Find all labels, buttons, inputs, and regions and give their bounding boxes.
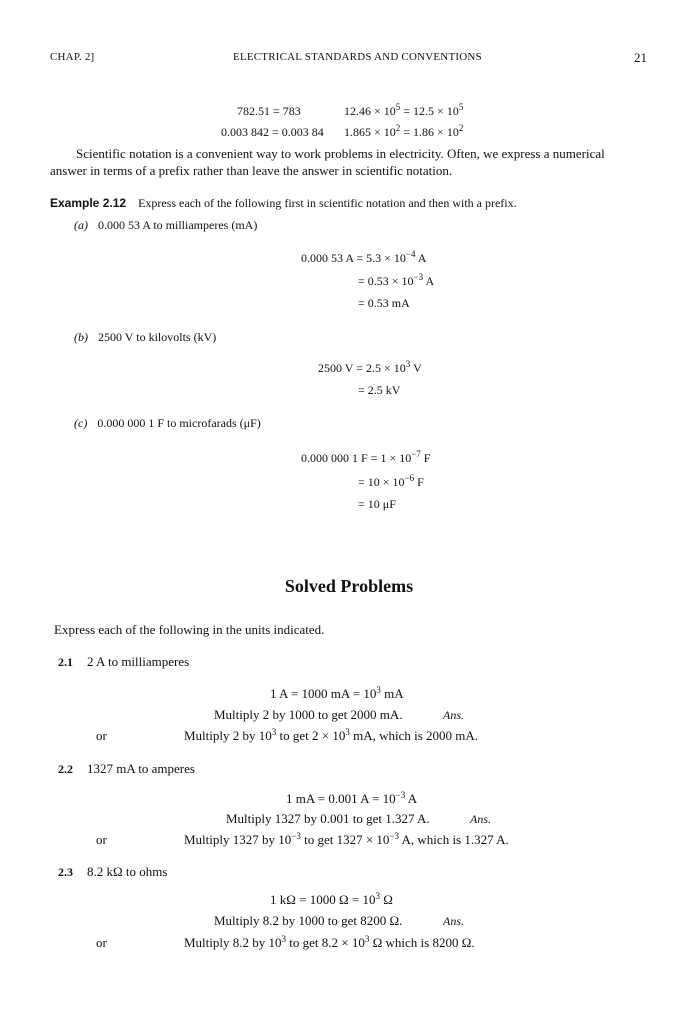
problem-2-1-ans: Ans. (443, 708, 464, 722)
example-c-prompt: (c) 0.000 000 1 F to microfarads (μF) (74, 416, 261, 430)
page-number: 21 (634, 50, 647, 65)
example-b-line-2: = 2.5 kV (358, 383, 401, 397)
rounding-row1-right: $12.46 \times 10^5 = 12.5 \times 10^5$ (344, 102, 464, 118)
example-label: Example 2.12 (50, 196, 127, 210)
example-instruction: Express each of the following first in scientific notation and then with a prefix. (138, 196, 517, 210)
problem-2-1-prompt: 2.1 2 A to milliamperes (58, 654, 190, 669)
problem-2-2-line-1: 1 mA = 0.001 $A = 10^{-3}$ A (286, 790, 418, 806)
problem-2-1-line-3: Multiply 2 by $10^3$ to get $2 \times 10^3$ mA, which is 2000 mA. (184, 727, 479, 743)
problem-2-3-prompt: 2.3 8.2 kΩ to ohms (58, 864, 168, 879)
example-c-line-1: 0.000 000 1 $F = 1 \times 10^{-7}$ F (301, 449, 431, 465)
problem-2-2-line-2: Multiply 1327 by 0.001 to get 1.327 A. (226, 811, 430, 826)
problem-2-2-prompt: 2.2 1327 mA to amperes (58, 761, 195, 776)
example-a-line-1: 0.000 53 $A = 5.3 \times 10^{-4}$ A (301, 249, 427, 265)
problem-2-2-line-3: Multiply 1327 by $10^{-3}$ to get $1327 \times 10^{-3}$ A, which is 1.327 A. (184, 831, 509, 847)
section-heading: Solved Problems (284, 576, 414, 596)
problem-2-1-line-1: 1 A = 1000 mA = $10^3$ mA (270, 685, 404, 701)
paragraph-line-2: answer in terms of a prefix rather than leave the answer in scientific notation. (50, 163, 453, 178)
example-c-line-3: = 10 μF (358, 497, 396, 511)
rounding-row2-left: 0.003 842 = 0.003 84 (221, 125, 324, 139)
example-c-line-2: = $10 \times 10^{-6}$ F (358, 473, 424, 489)
problem-2-1-or: or (96, 728, 107, 743)
problem-2-3-or: or (96, 935, 107, 950)
rounding-row1-left: 782.51 = 783 (237, 104, 301, 118)
example-a-line-2: = $0.53 \times 10^{-3}$ A (358, 272, 435, 288)
example-a-line-3: = 0.53 mA (358, 296, 410, 310)
example-b-prompt: (b) 2500 V to kilovolts (kV) (74, 330, 217, 344)
problem-2-2-ans: Ans. (470, 812, 491, 826)
problem-2-1-line-2: Multiply 2 by 1000 to get 2000 mA. (214, 707, 403, 722)
problem-2-2-or: or (96, 832, 107, 847)
problem-2-3-ans: Ans. (443, 914, 464, 928)
running-header-title: ELECTRICAL STANDARDS AND CONVENTIONS (233, 51, 482, 63)
rounding-row2-right: $1.865 \times 10^2 = 1.86 \times 10^2$ (344, 123, 464, 139)
problem-2-3-line-3: Multiply 8.2 by $10^3$ to get $8.2 \times 10^3$ Ω which is 8200 Ω. (184, 934, 475, 950)
example-heading (50, 194, 517, 212)
running-header-chapter: CHAP. 2] (50, 51, 95, 63)
example-b-line-1: 2500 $V = 2.5 \times 10^3$ V (318, 359, 422, 375)
example-a-prompt: (a) 0.000 53 A to milliamperes (mA) (74, 218, 258, 232)
problem-2-3-line-1: 1 kΩ = 1000 $\Omega = 10^3$ Ω (270, 891, 393, 907)
problem-2-3-line-2: Multiply 8.2 by 1000 to get 8200 Ω. (214, 913, 403, 928)
solved-intro: Express each of the following in the units indicated. (54, 622, 325, 637)
paragraph-line-1: Scientific notation is a convenient way to work problems in electricity. Often, we express a numerical (76, 146, 605, 161)
